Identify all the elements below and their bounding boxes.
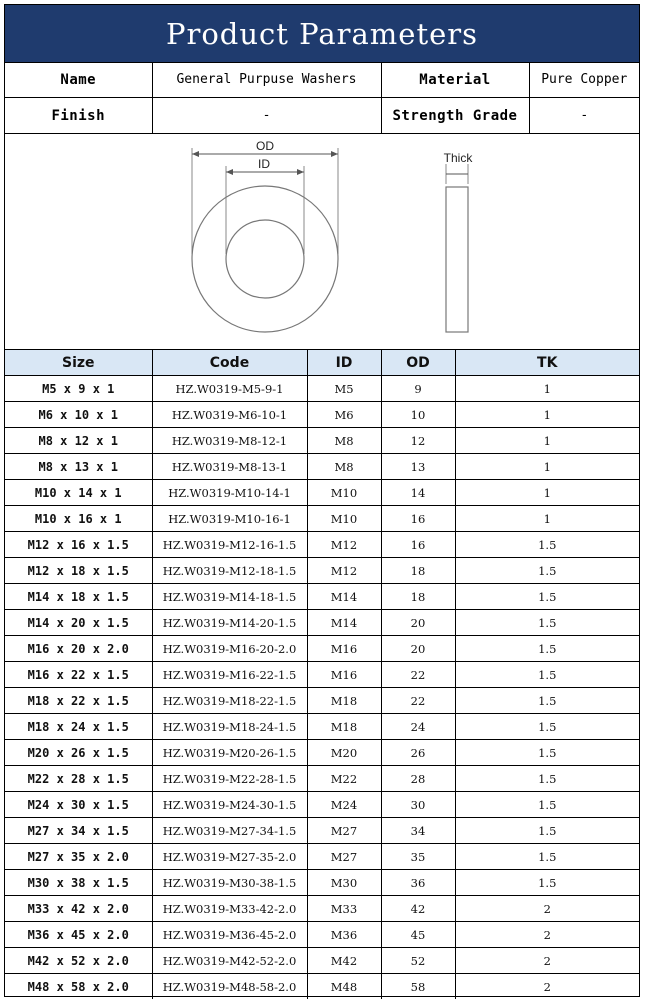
table-row bbox=[5, 766, 639, 792]
id-cell: M20 bbox=[307, 740, 381, 766]
id-cell: M42 bbox=[307, 948, 381, 974]
od-cell: 20 bbox=[381, 636, 455, 662]
size-cell: M18 x 22 x 1.5 bbox=[5, 688, 152, 714]
table-row bbox=[5, 402, 639, 428]
od-cell: 42 bbox=[381, 896, 455, 922]
strength-grade-label: Strength Grade bbox=[381, 98, 529, 134]
tk-cell: 1 bbox=[455, 480, 639, 506]
size-cell: M33 x 42 x 2.0 bbox=[5, 896, 152, 922]
size-cell: M36 x 45 x 2.0 bbox=[5, 922, 152, 948]
id-cell: M14 bbox=[307, 584, 381, 610]
code-cell: HZ.W0319-M16-22-1.5 bbox=[152, 662, 307, 688]
id-cell: M27 bbox=[307, 818, 381, 844]
od-cell: 34 bbox=[381, 818, 455, 844]
code-cell: HZ.W0319-M20-26-1.5 bbox=[152, 740, 307, 766]
washer-side-view bbox=[446, 187, 468, 332]
code-cell: HZ.W0319-M12-16-1.5 bbox=[152, 532, 307, 558]
table-row bbox=[5, 844, 639, 870]
od-cell: 22 bbox=[381, 688, 455, 714]
tk-cell: 1.5 bbox=[455, 740, 639, 766]
od-cell: 45 bbox=[381, 922, 455, 948]
code-cell: HZ.W0319-M42-52-2.0 bbox=[152, 948, 307, 974]
code-cell: HZ.W0319-M5-9-1 bbox=[152, 376, 307, 402]
tk-cell: 1.5 bbox=[455, 792, 639, 818]
finish-label: Finish bbox=[5, 98, 152, 134]
od-cell: 14 bbox=[381, 480, 455, 506]
table-row bbox=[5, 454, 639, 480]
od-cell: 20 bbox=[381, 610, 455, 636]
table-row bbox=[5, 896, 639, 922]
code-cell: HZ.W0319-M22-28-1.5 bbox=[152, 766, 307, 792]
size-cell: M10 x 14 x 1 bbox=[5, 480, 152, 506]
name-value: General Purpuse Washers bbox=[152, 62, 381, 98]
size-cell: M24 x 30 x 1.5 bbox=[5, 792, 152, 818]
id-cell: M10 bbox=[307, 506, 381, 532]
id-cell: M8 bbox=[307, 454, 381, 480]
size-cell: M18 x 24 x 1.5 bbox=[5, 714, 152, 740]
id-cell: M27 bbox=[307, 844, 381, 870]
tk-cell: 1 bbox=[455, 402, 639, 428]
table-row bbox=[5, 740, 639, 766]
tk-cell: 2 bbox=[455, 948, 639, 974]
id-cell: M14 bbox=[307, 610, 381, 636]
od-label: OD bbox=[256, 139, 274, 153]
size-cell: M12 x 16 x 1.5 bbox=[5, 532, 152, 558]
od-cell: 12 bbox=[381, 428, 455, 454]
code-cell: HZ.W0319-M24-30-1.5 bbox=[152, 792, 307, 818]
id-cell: M8 bbox=[307, 428, 381, 454]
header-size: Size bbox=[5, 350, 152, 376]
od-cell: 13 bbox=[381, 454, 455, 480]
header-od: OD bbox=[381, 350, 455, 376]
od-arrow-right bbox=[331, 151, 338, 157]
info-row-finish bbox=[5, 98, 639, 134]
code-cell: HZ.W0319-M18-22-1.5 bbox=[152, 688, 307, 714]
table-row bbox=[5, 428, 639, 454]
code-cell: HZ.W0319-M33-42-2.0 bbox=[152, 896, 307, 922]
code-cell: HZ.W0319-M6-10-1 bbox=[152, 402, 307, 428]
table-row bbox=[5, 714, 639, 740]
header-id: ID bbox=[307, 350, 381, 376]
product-parameters-sheet bbox=[4, 4, 640, 997]
code-cell: HZ.W0319-M27-35-2.0 bbox=[152, 844, 307, 870]
od-cell: 10 bbox=[381, 402, 455, 428]
spec-header-row bbox=[5, 350, 639, 376]
tk-cell: 1.5 bbox=[455, 558, 639, 584]
id-cell: M33 bbox=[307, 896, 381, 922]
code-cell: HZ.W0319-M10-14-1 bbox=[152, 480, 307, 506]
od-cell: 30 bbox=[381, 792, 455, 818]
strength-grade-value: - bbox=[529, 98, 639, 134]
id-cell: M22 bbox=[307, 766, 381, 792]
table-row bbox=[5, 506, 639, 532]
tk-cell: 1.5 bbox=[455, 610, 639, 636]
size-cell: M16 x 22 x 1.5 bbox=[5, 662, 152, 688]
id-cell: M6 bbox=[307, 402, 381, 428]
od-cell: 22 bbox=[381, 662, 455, 688]
tk-cell: 1.5 bbox=[455, 844, 639, 870]
spec-table bbox=[5, 349, 639, 999]
id-cell: M12 bbox=[307, 532, 381, 558]
washer-diagram bbox=[5, 134, 639, 350]
table-row bbox=[5, 662, 639, 688]
id-cell: M5 bbox=[307, 376, 381, 402]
id-cell: M16 bbox=[307, 662, 381, 688]
finish-value: - bbox=[152, 98, 381, 134]
thick-label: Thick bbox=[443, 151, 473, 165]
table-row bbox=[5, 818, 639, 844]
spec-table-body bbox=[5, 376, 639, 1000]
table-row bbox=[5, 376, 639, 402]
tk-cell: 1.5 bbox=[455, 818, 639, 844]
size-cell: M10 x 16 x 1 bbox=[5, 506, 152, 532]
size-cell: M16 x 20 x 2.0 bbox=[5, 636, 152, 662]
header-tk: TK bbox=[455, 350, 639, 376]
od-cell: 24 bbox=[381, 714, 455, 740]
table-row bbox=[5, 792, 639, 818]
id-cell: M36 bbox=[307, 922, 381, 948]
material-label: Material bbox=[381, 62, 529, 98]
od-cell: 16 bbox=[381, 506, 455, 532]
od-cell: 28 bbox=[381, 766, 455, 792]
tk-cell: 1.5 bbox=[455, 714, 639, 740]
id-cell: M18 bbox=[307, 714, 381, 740]
tk-cell: 1 bbox=[455, 428, 639, 454]
tk-cell: 2 bbox=[455, 974, 639, 1000]
code-cell: HZ.W0319-M10-16-1 bbox=[152, 506, 307, 532]
header-code: Code bbox=[152, 350, 307, 376]
code-cell: HZ.W0319-M8-13-1 bbox=[152, 454, 307, 480]
table-row bbox=[5, 480, 639, 506]
name-label: Name bbox=[5, 62, 152, 98]
size-cell: M20 x 26 x 1.5 bbox=[5, 740, 152, 766]
tk-cell: 1.5 bbox=[455, 584, 639, 610]
info-row-name bbox=[5, 62, 639, 98]
od-cell: 26 bbox=[381, 740, 455, 766]
tk-cell: 1.5 bbox=[455, 662, 639, 688]
od-cell: 52 bbox=[381, 948, 455, 974]
tk-cell: 1.5 bbox=[455, 636, 639, 662]
table-row bbox=[5, 558, 639, 584]
table-row bbox=[5, 584, 639, 610]
tk-cell: 1 bbox=[455, 376, 639, 402]
od-cell: 18 bbox=[381, 584, 455, 610]
tk-cell: 1.5 bbox=[455, 766, 639, 792]
od-cell: 16 bbox=[381, 532, 455, 558]
size-cell: M8 x 12 x 1 bbox=[5, 428, 152, 454]
id-cell: M30 bbox=[307, 870, 381, 896]
id-arrow-right bbox=[297, 169, 304, 175]
tk-cell: 1 bbox=[455, 506, 639, 532]
size-cell: M27 x 34 x 1.5 bbox=[5, 818, 152, 844]
od-arrow-left bbox=[192, 151, 199, 157]
material-value: Pure Copper bbox=[529, 62, 639, 98]
code-cell: HZ.W0319-M18-24-1.5 bbox=[152, 714, 307, 740]
tk-cell: 1.5 bbox=[455, 870, 639, 896]
size-cell: M14 x 20 x 1.5 bbox=[5, 610, 152, 636]
table-row bbox=[5, 688, 639, 714]
washer-outer-circle bbox=[192, 186, 338, 332]
size-cell: M12 x 18 x 1.5 bbox=[5, 558, 152, 584]
tk-cell: 2 bbox=[455, 896, 639, 922]
size-cell: M8 x 13 x 1 bbox=[5, 454, 152, 480]
washer-inner-circle bbox=[226, 220, 304, 298]
code-cell: HZ.W0319-M14-18-1.5 bbox=[152, 584, 307, 610]
tk-cell: 2 bbox=[455, 922, 639, 948]
size-cell: M48 x 58 x 2.0 bbox=[5, 974, 152, 1000]
table-row bbox=[5, 948, 639, 974]
code-cell: HZ.W0319-M16-20-2.0 bbox=[152, 636, 307, 662]
od-cell: 18 bbox=[381, 558, 455, 584]
table-row bbox=[5, 532, 639, 558]
table-row bbox=[5, 636, 639, 662]
size-cell: M42 x 52 x 2.0 bbox=[5, 948, 152, 974]
tk-cell: 1.5 bbox=[455, 532, 639, 558]
tk-cell: 1 bbox=[455, 454, 639, 480]
table-row bbox=[5, 922, 639, 948]
page-title: Product Parameters bbox=[5, 5, 639, 63]
od-cell: 9 bbox=[381, 376, 455, 402]
id-cell: M48 bbox=[307, 974, 381, 1000]
size-cell: M14 x 18 x 1.5 bbox=[5, 584, 152, 610]
size-cell: M22 x 28 x 1.5 bbox=[5, 766, 152, 792]
size-cell: M6 x 10 x 1 bbox=[5, 402, 152, 428]
code-cell: HZ.W0319-M12-18-1.5 bbox=[152, 558, 307, 584]
id-arrow-left bbox=[226, 169, 233, 175]
id-cell: M10 bbox=[307, 480, 381, 506]
code-cell: HZ.W0319-M8-12-1 bbox=[152, 428, 307, 454]
code-cell: HZ.W0319-M27-34-1.5 bbox=[152, 818, 307, 844]
code-cell: HZ.W0319-M36-45-2.0 bbox=[152, 922, 307, 948]
od-cell: 58 bbox=[381, 974, 455, 1000]
table-row bbox=[5, 870, 639, 896]
id-cell: M12 bbox=[307, 558, 381, 584]
size-cell: M30 x 38 x 1.5 bbox=[5, 870, 152, 896]
id-label: ID bbox=[258, 157, 270, 171]
code-cell: HZ.W0319-M30-38-1.5 bbox=[152, 870, 307, 896]
id-cell: M18 bbox=[307, 688, 381, 714]
id-cell: M16 bbox=[307, 636, 381, 662]
table-row bbox=[5, 610, 639, 636]
size-cell: M27 x 35 x 2.0 bbox=[5, 844, 152, 870]
od-cell: 36 bbox=[381, 870, 455, 896]
info-table bbox=[5, 62, 639, 134]
code-cell: HZ.W0319-M48-58-2.0 bbox=[152, 974, 307, 1000]
tk-cell: 1.5 bbox=[455, 688, 639, 714]
id-cell: M24 bbox=[307, 792, 381, 818]
table-row bbox=[5, 974, 639, 1000]
washer-drawing bbox=[5, 134, 639, 349]
od-cell: 35 bbox=[381, 844, 455, 870]
size-cell: M5 x 9 x 1 bbox=[5, 376, 152, 402]
code-cell: HZ.W0319-M14-20-1.5 bbox=[152, 610, 307, 636]
